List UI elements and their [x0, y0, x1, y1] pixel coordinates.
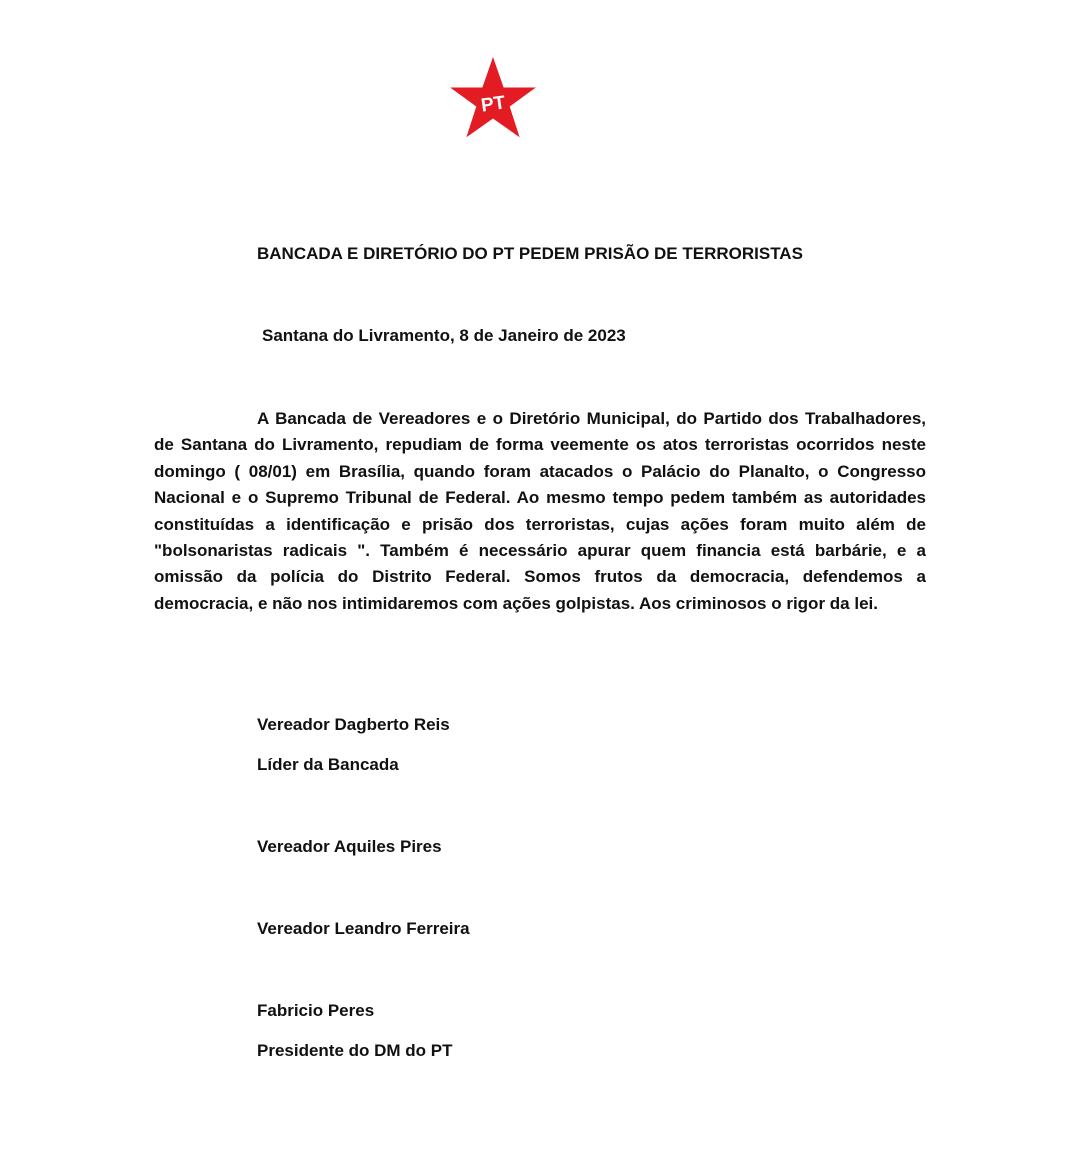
signature-name: Vereador Dagberto Reis — [257, 715, 450, 734]
logo-text: PT — [479, 92, 507, 117]
document-dateline: Santana do Livramento, 8 de Janeiro de 2023 — [262, 326, 626, 345]
signature-role: Presidente do DM do PT — [257, 1041, 453, 1060]
document-title: BANCADA E DIRETÓRIO DO PT PEDEM PRISÃO DE TERRORISTAS — [257, 244, 803, 263]
signature-name: Fabricio Peres — [257, 1001, 375, 1020]
document-body: A Bancada de Vereadores e o Diretório Municipal, do Partido dos Trabalhadores, de Santana do Livramento, repudiam de forma veemente os atos terroristas ocorridos neste domingo ( 08/01) em Brasília, quando foram atacados o Palácio do Planalto, o Congresso Nacional e o Supremo Tribunal de Federal. Ao mesmo tempo pedem também as autoridades constituídas a identificação e prisão dos terroristas, cujas ações foram muito além de "bolsonaristas radicais ". Também é necessário apurar quem financia está barbárie, e a omissão da polícia do Distrito Federal. Somos frutos da democracia, defendemos a democracia, e não nos intimidaremos com ações golpistas. Aos criminosos o rigor da lei. — [154, 409, 926, 613]
signature-role: Líder da Bancada — [257, 755, 399, 774]
pt-star-logo — [448, 55, 538, 140]
signature-name: Vereador Aquiles Pires — [257, 837, 442, 856]
signature-name: Vereador Leandro Ferreira — [257, 919, 470, 938]
